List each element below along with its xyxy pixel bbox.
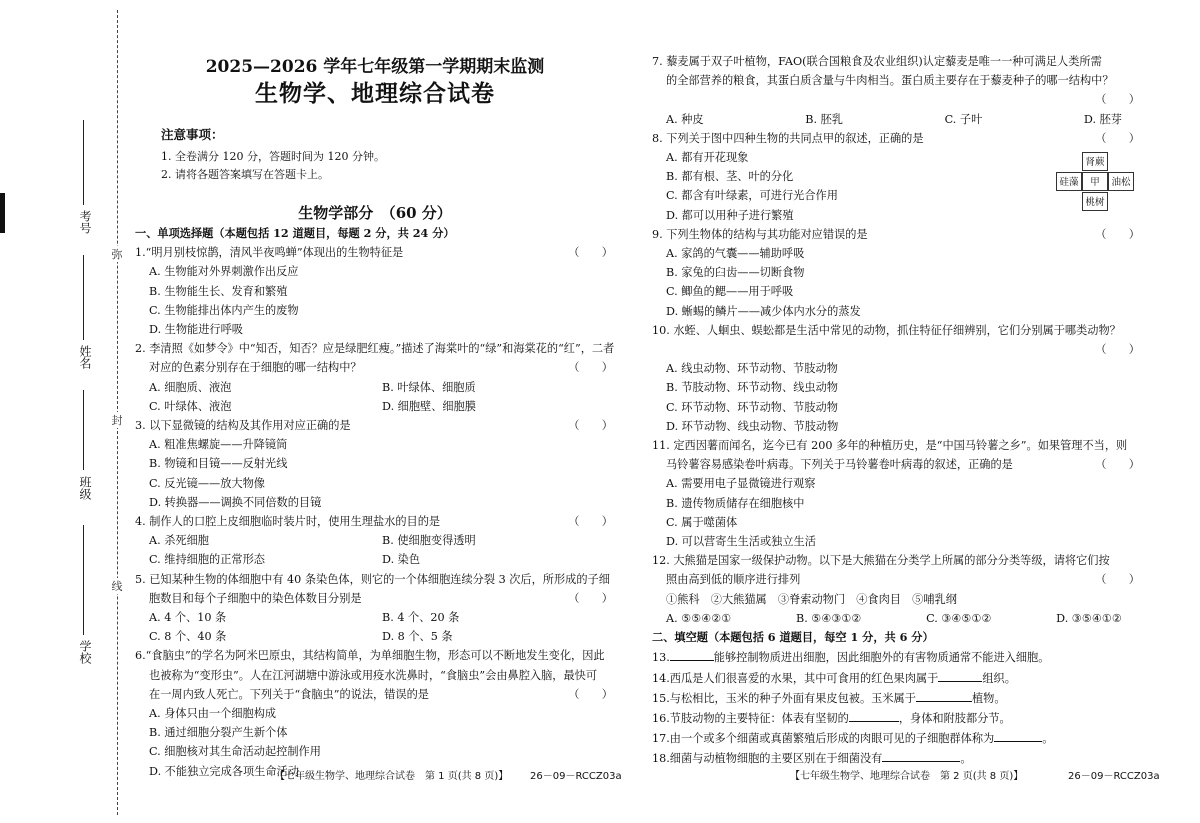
label-class: 班级 bbox=[78, 476, 92, 500]
option: A. 杀死细胞 bbox=[149, 534, 209, 548]
answer-blank[interactable] bbox=[882, 748, 960, 762]
answer-bracket[interactable]: （ ） bbox=[1095, 573, 1140, 587]
seal-char: 弥 bbox=[106, 246, 128, 262]
question-stem: 11. 定西因薯而闻名，迄今已有 200 多年的种植历史，是“中国马铃薯之乡”。如果管理不当，则 bbox=[652, 439, 1128, 453]
option: B. 通过细胞分裂产生新个体 bbox=[149, 726, 288, 740]
option-row bbox=[135, 378, 615, 397]
section-title: 一、单项选择题（本题包括 12 道题目，每题 2 分，共 24 分） bbox=[135, 226, 455, 240]
rank-items: ①熊科 ②大熊猫属 ③脊索动物门 ④食肉目 ⑤哺乳纲 bbox=[666, 592, 957, 606]
option: D. 胚芽 bbox=[1083, 112, 1122, 126]
question-stem: 6.“食脑虫”的学名为阿米巴原虫，其结构简单，为单细胞生物，形态可以不断地发生变化，因此 bbox=[135, 649, 605, 663]
school-field[interactable] bbox=[83, 525, 84, 635]
question-stem: 的全部营养的粮食，其蛋白质含量与牛肉相当。蛋白质主要存在于藜麦种子的哪一结构中？ bbox=[666, 74, 1114, 88]
option: C. 叶绿体、液泡 bbox=[149, 399, 232, 413]
option: A. 家鸽的气囊——辅助呼吸 bbox=[666, 247, 805, 261]
page-footer: 【七年级生物学、地理综合试卷 第 1 页(共 8 页)】 bbox=[275, 771, 509, 782]
notice-title: 注意事项： bbox=[161, 127, 224, 142]
diagram-cell-top: 肾蕨 bbox=[1082, 152, 1108, 171]
option: B. 都有根、茎、叶的分化 bbox=[666, 170, 794, 184]
page-1 bbox=[135, 56, 615, 781]
question-stem: 3. 以下显微镜的结构及其作用对应正确的是 （ ） bbox=[135, 416, 615, 435]
answer-bracket[interactable]: （ ） bbox=[568, 361, 613, 375]
notice-box bbox=[161, 126, 615, 184]
option: C. ③④⑤①② bbox=[926, 611, 992, 625]
question-stem: 对应的色素分别存在于细胞的哪一结构中？ （ ） bbox=[135, 358, 615, 377]
option-row bbox=[135, 608, 615, 627]
option: A. 生物能对外界刺激作出反应 bbox=[149, 265, 299, 279]
option: C. 细胞核对其生命活动起控制作用 bbox=[149, 745, 321, 759]
fill-question: 18.细菌与动植物细胞的主要区别在于细菌没有 。 bbox=[652, 748, 1142, 768]
option: A. 线虫动物、环节动物、节肢动物 bbox=[666, 362, 838, 376]
question-stem: 胞数目和每个子细胞中的染色体数目分别是 （ ） bbox=[135, 589, 615, 608]
option: B. 节肢动物、环节动物、线虫动物 bbox=[666, 381, 838, 395]
option: D. 环节动物、线虫动物、节肢动物 bbox=[666, 419, 839, 433]
option: D. 生物能进行呼吸 bbox=[149, 323, 243, 337]
option-row bbox=[652, 110, 1142, 129]
page-code: 26－09－RCCZ03a bbox=[530, 771, 622, 782]
answer-blank[interactable] bbox=[938, 668, 982, 682]
answer-bracket[interactable]: （ ） bbox=[1095, 227, 1140, 241]
option: A. 都有开花现象 bbox=[666, 151, 749, 165]
option: C. 生物能排出体内产生的废物 bbox=[149, 303, 299, 317]
option: D. ③⑤④①② bbox=[1056, 611, 1122, 625]
answer-blank[interactable] bbox=[849, 708, 899, 722]
page-footer: 【七年级生物学、地理综合试卷 第 2 页(共 8 页)】 bbox=[790, 771, 1024, 782]
answer-bracket[interactable]: （ ） bbox=[568, 515, 613, 529]
option: A. 需要用电子显微镜进行观察 bbox=[666, 477, 816, 491]
diagram-cell-left: 硅藻 bbox=[1056, 172, 1082, 191]
organism-diagram bbox=[1056, 152, 1134, 212]
part-title: 生物学部分 （60 分） bbox=[298, 204, 452, 222]
question-stem: 照由高到低的顺序进行排列 （ ） bbox=[652, 570, 1142, 589]
exam-number-field[interactable] bbox=[83, 120, 84, 205]
option: A. 细胞质、液泡 bbox=[149, 380, 232, 394]
question-stem: 在一周内致人死亡。下列关于“食脑虫”的说法，错误的是 （ ） bbox=[135, 685, 615, 704]
name-field[interactable] bbox=[83, 255, 84, 340]
option: C. 属于噬菌体 bbox=[666, 515, 738, 529]
answer-bracket[interactable]: （ ） bbox=[1095, 131, 1140, 145]
question-stem: 12. 大熊猫是国家一级保护动物。以下是大熊猫在分类学上所属的部分分类等级，请将它们按 bbox=[652, 554, 1110, 568]
diagram-cell-bottom: 桃树 bbox=[1082, 192, 1108, 211]
option: D. 转换器——调换不同倍数的目镜 bbox=[149, 495, 322, 509]
option: B. 生物能生长、发育和繁殖 bbox=[149, 284, 288, 298]
option: C. 维持细胞的正常形态 bbox=[149, 553, 265, 567]
option: C. 反光镜——放大物像 bbox=[149, 476, 265, 490]
option: D. 8 个、5 条 bbox=[382, 630, 453, 644]
option: C. 子叶 bbox=[944, 112, 983, 126]
answer-blank[interactable] bbox=[916, 688, 972, 702]
exam-header: 2025—2026 学年七年级第一学期期末监测 bbox=[205, 57, 545, 77]
bracket-row bbox=[652, 340, 1142, 359]
diagram-cell-center: 甲 bbox=[1082, 172, 1108, 191]
exam-title: 生物学、地理综合试卷 bbox=[255, 80, 495, 107]
option: D. 都可以用种子进行繁殖 bbox=[666, 208, 794, 222]
section-title: 二、填空题（本题包括 6 道题目，每空 1 分，共 6 分） bbox=[652, 630, 934, 645]
bracket-row bbox=[652, 90, 1142, 109]
question-stem: 4. 制作人的口腔上皮细胞临时装片时，使用生理盐水的目的是 （ ） bbox=[135, 512, 615, 531]
fill-question: 14.西瓜是人们很喜爱的水果，其中可食用的红色果肉属于 组织。 bbox=[652, 668, 1142, 688]
option: B. 遗传物质储存在细胞核中 bbox=[666, 496, 805, 510]
answer-bracket[interactable]: （ ） bbox=[568, 687, 613, 701]
option: A. 4 个、10 条 bbox=[149, 611, 227, 625]
fill-question: 16.节肢动物的主要特征：体表有坚韧的 ，身体和附肢都分节。 bbox=[652, 708, 1142, 728]
option: B. ⑤④③①② bbox=[795, 611, 862, 625]
option: C. 环节动物、环节动物、节肢动物 bbox=[666, 400, 838, 414]
answer-blank[interactable] bbox=[994, 728, 1042, 742]
question-stem: 7. 藜麦属于双子叶植物，FAO(联合国粮食及农业组织)认定藜麦是唯一一种可满足人类所需 bbox=[652, 55, 1102, 68]
label-school: 学校 bbox=[78, 640, 92, 664]
class-field[interactable] bbox=[83, 390, 84, 470]
notice-item: 2. 请将各题答案填写在答题卡上。 bbox=[161, 168, 329, 181]
answer-bracket[interactable]: （ ） bbox=[568, 591, 613, 605]
question-stem: 8. 下列关于图中四种生物的共同点甲的叙述，正确的是 （ ） bbox=[652, 129, 1142, 148]
option: C. 都含有叶绿素，可进行光合作用 bbox=[666, 189, 838, 203]
page-code: 26－09－RCCZ03a bbox=[1068, 771, 1160, 782]
option: A. 粗准焦螺旋——升降镜筒 bbox=[149, 438, 288, 452]
answer-bracket[interactable]: （ ） bbox=[1095, 458, 1140, 472]
option: D. 不能独立完成各项生命活动 bbox=[149, 764, 299, 778]
option: A. 身体只由一个细胞构成 bbox=[149, 707, 277, 721]
option-row bbox=[652, 609, 1142, 628]
option: B. 家兔的臼齿——切断食物 bbox=[666, 266, 805, 280]
option: B. 4 个、20 条 bbox=[382, 611, 460, 625]
fill-question: 17.由一个或多个细菌或真菌繁殖后形成的肉眼可见的子细胞群体称为 。 bbox=[652, 728, 1142, 748]
option: C. 鲫鱼的鳃——用于呼吸 bbox=[666, 285, 794, 299]
registration-mark bbox=[0, 193, 5, 233]
option: D. 细胞壁、细胞膜 bbox=[382, 399, 476, 413]
option-row bbox=[135, 627, 615, 646]
option: B. 物镜和目镜——反射光线 bbox=[149, 457, 288, 471]
answer-bracket[interactable]: （ ） bbox=[1095, 93, 1140, 107]
option-row bbox=[135, 531, 615, 550]
question-stem: 2. 李清照《如梦令》中“知否，知否？应是绿肥红瘦。”描述了海棠叶的“绿”和海棠花的“红”，二者 bbox=[135, 342, 615, 356]
diagram-cell-right: 油松 bbox=[1108, 172, 1134, 191]
option: B. 胚乳 bbox=[805, 112, 843, 126]
seal-char: 封 bbox=[106, 412, 128, 428]
answer-bracket[interactable]: （ ） bbox=[1095, 343, 1140, 357]
answer-bracket[interactable]: （ ） bbox=[568, 246, 613, 260]
option-row bbox=[135, 397, 615, 416]
question-stem: 5. 已知某种生物的体细胞中有 40 条染色体，则它的一个体细胞连续分裂 3 次后，所形成的子细 bbox=[135, 572, 610, 586]
fill-question: 15.与松相比，玉米的种子外面有果皮包被。玉米属于 植物。 bbox=[652, 688, 1142, 708]
option: A. ⑤⑤④②① bbox=[666, 611, 732, 625]
notice-item: 1. 全卷满分 120 分，答题时间为 120 分钟。 bbox=[161, 150, 385, 163]
option: C. 8 个、40 条 bbox=[149, 630, 227, 644]
option: D. 染色 bbox=[382, 553, 421, 567]
option: D. 可以营寄生生活或独立生活 bbox=[666, 535, 816, 549]
label-exam-number: 考号 bbox=[78, 210, 92, 234]
seal-char: 线 bbox=[106, 578, 128, 594]
fill-question: 13. 能够控制物质进出细胞，因此细胞外的有害物质通常不能进入细胞。 bbox=[652, 647, 1142, 667]
binding-margin bbox=[0, 0, 123, 823]
option: B. 使细胞变得透明 bbox=[382, 534, 476, 548]
option: D. 蜥蜴的鳞片——减少体内水分的蒸发 bbox=[666, 304, 861, 318]
label-name: 姓名 bbox=[78, 345, 92, 369]
option: A. 种皮 bbox=[666, 112, 704, 126]
option: B. 叶绿体、细胞质 bbox=[382, 380, 476, 394]
question-stem: 1.“明月别枝惊鹊，清风半夜鸣蝉”体现出的生物特征是 （ ） bbox=[135, 243, 615, 262]
question-stem: 马铃薯容易感染卷叶病毒。下列关于马铃薯卷叶病毒的叙述，正确的是 （ ） bbox=[652, 455, 1142, 474]
question-stem: 9. 下列生物体的结构与其功能对应错误的是 （ ） bbox=[652, 225, 1142, 244]
answer-blank[interactable] bbox=[670, 647, 714, 661]
question-stem: 10. 水蛭、人蛔虫、蜈蚣都是生活中常见的动物，抓住特征仔细辨别，它们分别属于哪类动物？ bbox=[652, 323, 1121, 337]
question-stem: 也被称为“变形虫”。人在江河湖塘中游泳或用疫水洗鼻时，“食脑虫”会由鼻腔入脑，最快可 bbox=[149, 668, 598, 682]
answer-bracket[interactable]: （ ） bbox=[568, 419, 613, 433]
option-row bbox=[135, 550, 615, 569]
